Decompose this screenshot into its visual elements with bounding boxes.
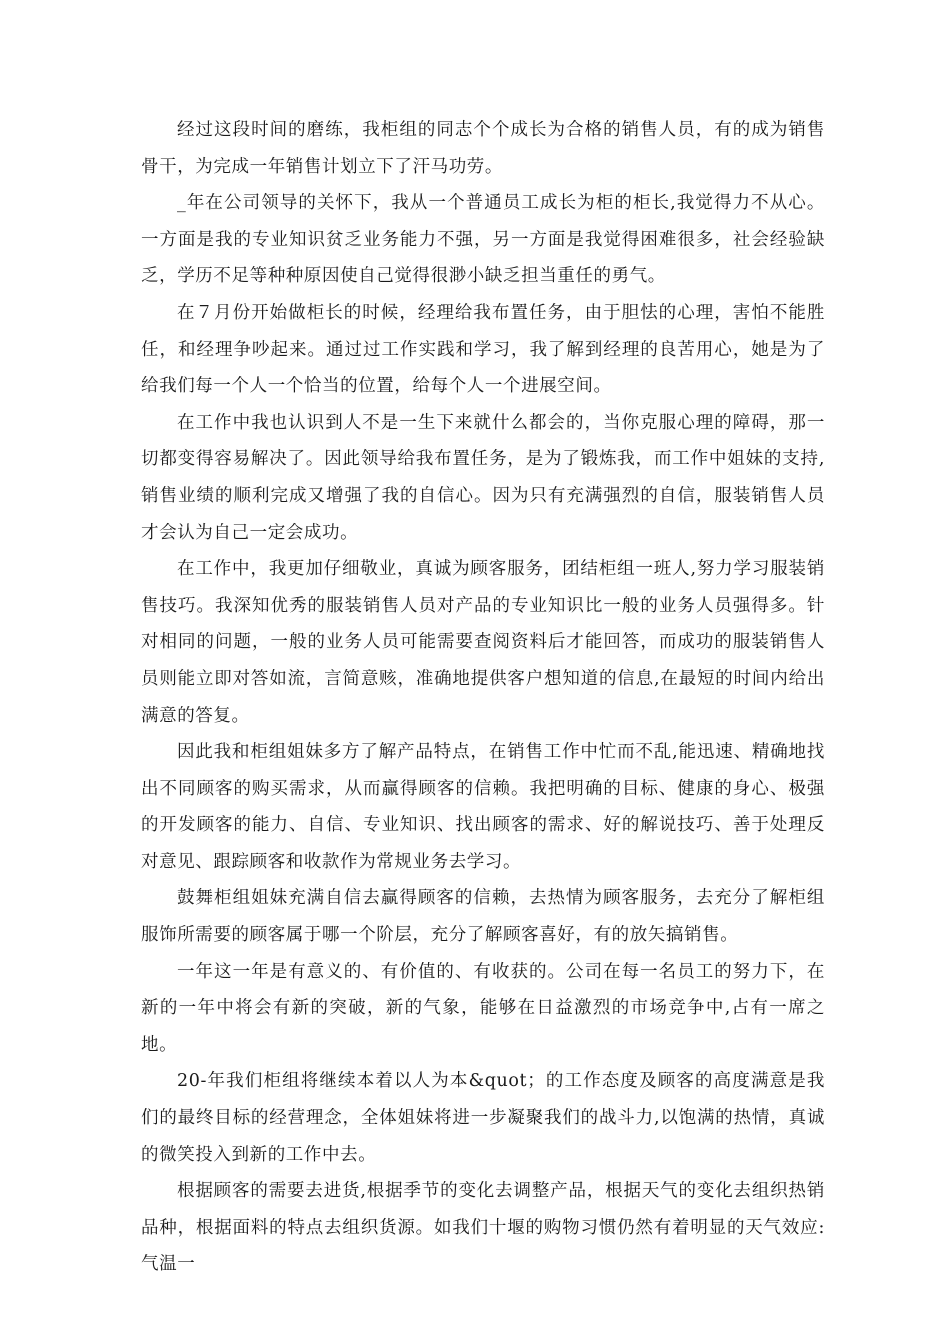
paragraph-4: 在工作中我也认识到人不是一生下来就什么都会的，当你克服心理的障碍，那一切都变得容易解决了。因此领导给我布置任务，是为了锻炼我，而工作中姐妹的支持,销售业绩的顺利完成又增强了我的自信心。因为只有充满强烈的自信，服装销售人员才会认为自己一定会成功。	[141, 412, 825, 543]
paragraph-1: 经过这段时间的磨练，我柜组的同志个个成长为合格的销售人员，有的成为销售骨干，为完成一年销售计划立下了汗马功劳。	[141, 120, 825, 177]
paragraph-6: 因此我和柜组姐妹多方了解产品特点，在销售工作中忙而不乱,能迅速、精确地找出不同顾客的购买需求，从而赢得顾客的信赖。我把明确的目标、健康的身心、极强的开发顾客的能力、自信、专业知识、找出顾客的需求、好的解说技巧、善于处理反对意见、跟踪顾客和收款作为常规业务去学习。	[141, 742, 825, 872]
paragraph-5: 在工作中，我更加仔细敬业，真诚为顾客服务，团结柜组一班人,努力学习服装销售技巧。我深知优秀的服装销售人员对产品的专业知识比一般的业务人员强得多。针对相同的问题，一般的业务人员可能需要查阅资料后才能回答，而成功的服装销售人员则能立即对答如流，言简意赅，准确地提供客户想知道的信息,在最短的时间内给出满意的答复。	[141, 559, 825, 726]
paragraph-7: 鼓舞柜组姐妹充满自信去赢得顾客的信赖，去热情为顾客服务，去充分了解柜组服饰所需要的顾客属于哪一个阶层，充分了解顾客喜好，有的放矢搞销售。	[141, 888, 825, 946]
paragraph-2: _年在公司领导的关怀下，我从一个普通员工成长为柜的柜长,我觉得力不从心。一方面是我的专业知识贫乏业务能力不强，另一方面是我觉得困难很多，社会经验缺乏，学历不足等种种原因使自己觉得很渺小缺乏担当重任的勇气。	[141, 193, 825, 287]
paragraph-10: 根据顾客的需要去进货,根据季节的变化去调整产品，根据天气的变化去组织热销品种，根据面料的特点去组织货源。如我们十堰的购物习惯仍然有着明显的天气效应:气温一	[141, 1181, 825, 1275]
paragraph-8: 一年这一年是有意义的、有价值的、有收获的。公司在每一名员工的努力下，在新的一年中将会有新的突破，新的气象，能够在日益激烈的市场竞争中,占有一席之地。	[141, 961, 825, 1055]
paragraph-3: 在７月份开始做柜长的时候，经理给我布置任务，由于胆怯的心理，害怕不能胜任，和经理争吵起来。通过过工作实践和学习，我了解到经理的良苦用心，她是为了给我们每一个人一个恰当的位置，给每个人一个进展空间。	[141, 302, 825, 397]
document-body	[141, 112, 825, 1283]
paragraph-9: 20-年我们柜组将继续本着以人为本&quot；的工作态度及顾客的高度满意是我们的最终目标的经营理念，全体姐妹将进一步凝聚我们的战斗力,以饱满的热情，真诚的微笑投入到新的工作中去。	[141, 1071, 825, 1165]
